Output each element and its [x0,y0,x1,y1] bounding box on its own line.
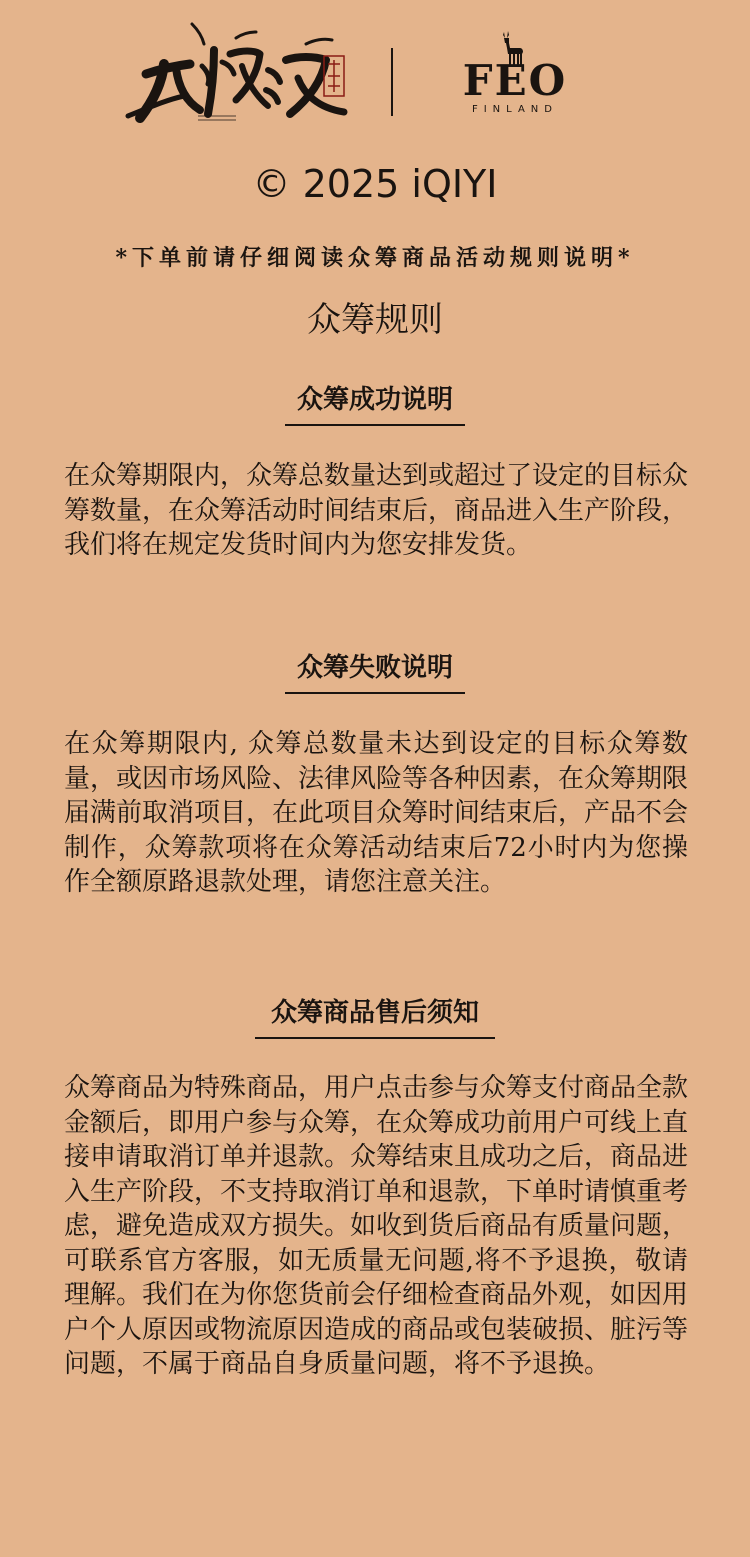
section-heading-success [0,382,750,426]
section-heading-label: 众筹商品售后须知 [255,995,495,1039]
section-heading-label: 众筹成功说明 [285,382,465,426]
finland-wordmark: FINLAND [471,104,558,115]
section-body-aftersales: 众筹商品为特殊商品，用户点击参与众筹支付商品全款金额后，即用户参与众筹，在众筹成功前用户可线上直接申请取消订单并退款。众筹结束且成功之后，商品进入生产阶段，不支持取消订单和退款，下单时请慎重考虑，避免造成双方损失。如收到货后商品有质量问题，可联系官方客服，如无质量无问题,将不予退换，敬请理解。我们在为你您货前会仔细检查商品外观，如因用户个人原因或物流原因造成的商品或包装破损、脏污等问题，不属于商品自身质量问题，将不予退换。 [64,1073,689,1379]
section-heading-aftersales [0,995,750,1039]
section-heading-label: 众筹失败说明 [285,650,465,694]
calligraphy-logo [118,20,358,128]
section-heading-failure [0,650,750,694]
section-body-failure: 在众筹期限内, 众筹总数量未达到设定的目标众筹数量，或因市场风险、法律风险等各种因素，在众筹期限届满前取消项目，在此项目众筹时间结束后，产品不会制作，众筹款项将在众筹活动结束后72小时内为您操作全额原路退款处理，请您注意关注。 [64,729,689,897]
feo-finland-logo [440,30,590,122]
brand-logo-row [0,18,750,128]
page-title: 众筹规则 [307,300,443,340]
reading-notice: *下单前请仔细阅读众筹商品活动规则说明* [115,245,635,271]
feo-wordmark: FEO [462,56,568,105]
section-body-success: 在众筹期限内，众筹总数量达到或超过了设定的目标众筹数量，在众筹活动时间结束后，商品进入生产阶段，我们将在规定发货时间内为您安排发货。 [64,461,689,560]
logo-divider [391,48,393,116]
copyright-text: © 2025 iQIYI [252,162,498,206]
